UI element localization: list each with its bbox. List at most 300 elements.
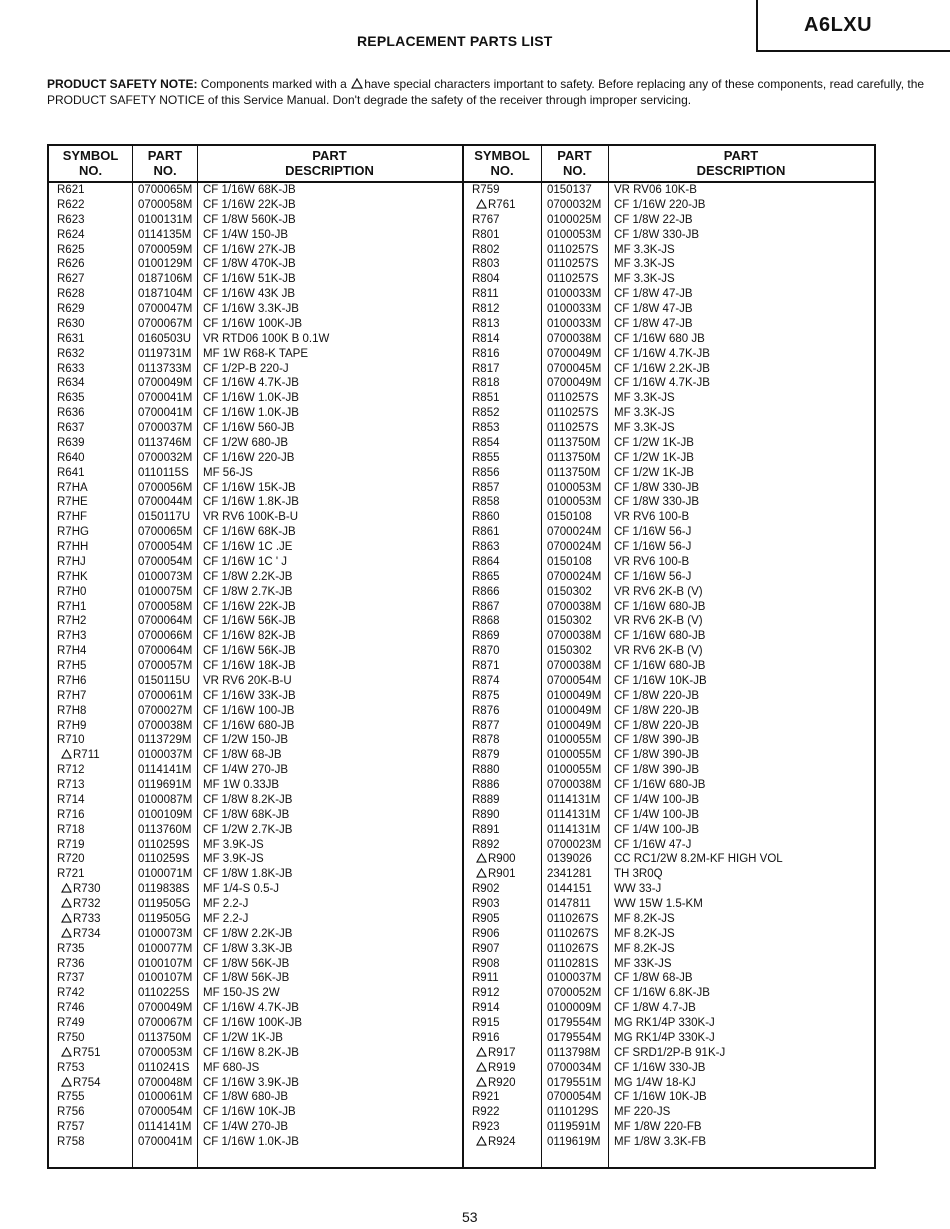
symbol-cell: [464, 257, 541, 272]
symbol-cell: [49, 183, 132, 198]
symbol-text: R911: [472, 972, 499, 985]
part-number-cell: 0179554M: [547, 1031, 602, 1044]
symbol-cell: [464, 778, 541, 793]
part-number-cell: 0114131M: [547, 823, 601, 836]
part-description-cell: WW 33-J: [614, 883, 662, 896]
part-number-cell: 0700054M: [138, 1106, 193, 1119]
part-number-cell: 0110257S: [547, 422, 599, 434]
symbol-text: R749: [57, 1017, 85, 1029]
symbol-cell: [464, 1031, 541, 1046]
symbol-text: R710: [57, 734, 85, 747]
symbol-cell: [49, 1105, 132, 1120]
symbol-cell: [49, 481, 132, 496]
part-number-cell: 0100033M: [547, 288, 602, 301]
symbol-text: R870: [472, 645, 500, 658]
symbol-cell: [464, 347, 541, 362]
symbol-cell: [49, 257, 132, 272]
part-description-cell: VR RV6 100-B: [614, 511, 690, 524]
symbol-text: R758: [57, 1136, 85, 1148]
part-description-cell: WW 15W 1.5-KM: [614, 898, 703, 910]
symbol-text: R7H1: [57, 600, 87, 613]
symbol-text: R802: [472, 243, 500, 256]
symbol-text: R812: [472, 303, 500, 315]
part-number-cell: 0110267S: [547, 942, 599, 955]
part-description-cell: CF 1/8W 390-JB: [614, 749, 699, 762]
part-number-cell: 0113750M: [547, 451, 601, 464]
symbol-text: R734: [73, 927, 101, 940]
symbol-text: R7H6: [57, 674, 87, 687]
right-partno-column: [542, 183, 608, 1150]
part-description-cell: MG 1/4W 18-KJ: [614, 1076, 696, 1089]
page-number: 53: [462, 1209, 478, 1225]
symbol-text: R816: [472, 347, 500, 360]
part-description-cell: CF 1/16W 560-JB: [203, 422, 295, 434]
part-description-cell: MF 3.9K-JS: [203, 838, 264, 851]
left-partno-column: [133, 183, 197, 1150]
symbol-cell: [464, 867, 541, 882]
part-description-cell: MF 3.9K-JS: [203, 853, 264, 866]
symbol-cell: [49, 198, 132, 213]
part-number-cell: 0150115U: [138, 674, 191, 687]
header-partno-right: PART NO.: [557, 148, 592, 178]
warning-triangle-icon: [351, 78, 363, 93]
part-number-cell: 0700052M: [547, 987, 602, 1000]
symbol-cell: [464, 466, 541, 481]
part-description-cell: CF 1/8W 330-JB: [614, 496, 699, 509]
symbol-cell: [49, 332, 132, 347]
part-number-cell: 0100129M: [138, 258, 193, 271]
part-number-cell: 0700067M: [138, 1017, 193, 1029]
symbol-cell: [464, 986, 541, 1001]
symbol-cell: [464, 1120, 541, 1135]
part-number-cell: 0150302: [547, 615, 592, 628]
part-number-cell: 0110259S: [138, 853, 190, 866]
symbol-text: R7H8: [57, 704, 87, 717]
part-number-cell: 0150302: [547, 645, 592, 658]
symbol-cell: [464, 1090, 541, 1105]
part-description-cell: MF 1/4-S 0.5-J: [203, 883, 280, 896]
symbol-cell: [49, 436, 132, 451]
part-number-cell: 0100087M: [138, 793, 193, 806]
part-description-cell: CF 1/16W 680-JB: [614, 600, 706, 613]
symbol-text: R7H3: [57, 630, 87, 643]
symbol-cell: [464, 793, 541, 808]
part-number-cell: 0700038M: [547, 779, 602, 791]
symbol-cell: [49, 778, 132, 793]
safety-note-label: PRODUCT SAFETY NOTE:: [47, 77, 198, 91]
part-description-cell: CC RC1/2W 8.2M-KF HIGH VOL: [614, 853, 783, 866]
part-description-cell: CF 1/16W 3.9K-JB: [203, 1076, 299, 1089]
symbol-text: R621: [57, 184, 85, 196]
symbol-cell: [49, 659, 132, 674]
symbol-cell: [464, 183, 541, 198]
symbol-text: R915: [472, 1017, 500, 1029]
part-number-cell: 0700024M: [547, 570, 602, 583]
part-number-cell: 0110115S: [138, 466, 189, 479]
part-description-cell: CF 1/16W 680-JB: [614, 630, 706, 643]
symbol-cell: [464, 882, 541, 897]
symbol-cell: [49, 674, 132, 689]
symbol-cell: [49, 213, 132, 228]
part-description-cell: MG RK1/4P 330K-J: [614, 1017, 715, 1029]
part-description-cell: VR RV6 20K-B-U: [203, 674, 292, 687]
part-number-cell: 0119838S: [138, 883, 190, 896]
part-number-cell: 0114141M: [138, 764, 192, 777]
header-description-left: PART DESCRIPTION: [285, 148, 374, 178]
symbol-cell: [464, 481, 541, 496]
symbol-text: R811: [472, 288, 499, 301]
symbol-text: R7H5: [57, 660, 87, 672]
symbol-cell: [464, 585, 541, 600]
part-number-cell: 0113733M: [138, 362, 192, 375]
warning-triangle-icon: [61, 928, 73, 940]
symbol-text: R874: [472, 674, 500, 687]
part-number-cell: 0110267S: [547, 912, 599, 925]
symbol-text: R742: [57, 987, 85, 1000]
part-description-cell: CF 1/2W 1K-JB: [203, 1031, 283, 1044]
symbol-cell: [49, 376, 132, 391]
symbol-text: R924: [488, 1136, 516, 1148]
part-description-cell: CF 1/8W 680-JB: [203, 1091, 288, 1104]
part-number-cell: 0119619M: [547, 1136, 601, 1148]
part-description-cell: CF 1/4W 100-JB: [614, 823, 699, 836]
symbol-text: R716: [57, 808, 85, 821]
symbol-text: R641: [57, 466, 85, 479]
part-number-cell: 0100049M: [547, 719, 602, 732]
symbol-text: R639: [57, 436, 85, 449]
part-description-cell: CF 1/16W 1.0K-JB: [203, 1136, 299, 1148]
header-description-right: PART DESCRIPTION: [696, 148, 786, 178]
header-partno-left: PART NO.: [147, 148, 183, 178]
part-description-cell: CF 1/2W 2.7K-JB: [203, 823, 293, 836]
header-symbol-right: SYMBOL NO.: [474, 148, 530, 178]
symbol-text: R636: [57, 407, 85, 420]
part-description-cell: CF 1/8W 2.7K-JB: [203, 585, 293, 598]
part-description-cell: MF 56-JS: [203, 466, 253, 479]
symbol-cell: [49, 719, 132, 734]
symbol-text: R907: [472, 942, 500, 955]
part-number-cell: 0110257S: [547, 273, 599, 286]
symbol-text: R923: [472, 1121, 500, 1134]
part-number-cell: 0150137: [547, 184, 592, 196]
part-number-cell: 0100037M: [547, 972, 602, 985]
symbol-cell: [464, 838, 541, 853]
part-description-cell: CF 1/16W 15K-JB: [203, 481, 296, 494]
symbol-text: R903: [472, 898, 500, 910]
part-number-cell: 2341281: [547, 868, 592, 881]
part-number-cell: 0100077M: [138, 942, 193, 955]
symbol-text: R624: [57, 228, 85, 241]
part-number-cell: 0113746M: [138, 436, 192, 449]
part-number-cell: 0100073M: [138, 570, 193, 583]
part-number-cell: 0700048M: [138, 1076, 193, 1089]
part-description-cell: CF 1/16W 4.7K-JB: [203, 377, 299, 390]
symbol-cell: [464, 525, 541, 540]
symbol-cell: [49, 243, 132, 258]
symbol-cell: [49, 897, 132, 912]
part-number-cell: 0700047M: [138, 303, 193, 315]
symbol-cell: [49, 838, 132, 853]
part-number-cell: 0700054M: [138, 555, 193, 568]
left-description-column: [198, 183, 462, 1150]
symbol-text: R7HJ: [57, 555, 86, 568]
symbol-text: R754: [73, 1076, 101, 1089]
symbol-cell: [49, 689, 132, 704]
symbol-cell: [464, 629, 541, 644]
symbol-cell: [464, 808, 541, 823]
part-number-cell: 0179551M: [547, 1076, 602, 1089]
symbol-text: R735: [57, 942, 85, 955]
model-number: A6LXU: [804, 14, 873, 36]
symbol-text: R756: [57, 1106, 85, 1119]
symbol-cell: [49, 1090, 132, 1105]
warning-triangle-icon: [61, 1077, 73, 1089]
symbol-cell: [464, 659, 541, 674]
part-number-cell: 0700058M: [138, 198, 193, 211]
symbol-cell: [464, 287, 541, 302]
part-number-cell: 0100009M: [547, 1002, 602, 1015]
part-description-cell: CF 1/16W 10K-JB: [614, 674, 707, 687]
symbol-cell: [464, 733, 541, 748]
symbol-text: R861: [472, 526, 500, 539]
symbol-cell: [49, 927, 132, 942]
symbol-text: R905: [472, 912, 500, 925]
part-number-cell: 0100073M: [138, 927, 193, 940]
symbol-text: R880: [472, 764, 500, 777]
part-description-cell: CF 1/16W 10K-JB: [203, 1106, 296, 1119]
symbol-cell: [49, 600, 132, 615]
left-symbol-column: [49, 183, 132, 1150]
symbol-cell: [464, 1076, 541, 1091]
part-number-cell: 0100053M: [547, 228, 602, 241]
symbol-cell: [464, 243, 541, 258]
part-number-cell: 0100107M: [138, 972, 193, 985]
part-number-cell: 0700038M: [547, 600, 602, 613]
symbol-cell: [464, 332, 541, 347]
warning-triangle-icon: [476, 1047, 488, 1059]
part-number-cell: 0100049M: [547, 689, 602, 702]
symbol-text: R713: [57, 779, 85, 791]
symbol-cell: [49, 585, 132, 600]
part-number-cell: 0147811: [547, 898, 591, 910]
part-number-cell: 0119591M: [547, 1121, 601, 1134]
part-description-cell: CF 1/8W 1.8K-JB: [203, 868, 293, 881]
warning-triangle-icon: [476, 1136, 488, 1148]
part-number-cell: 0700065M: [138, 184, 193, 196]
symbol-text: R860: [472, 511, 500, 524]
symbol-text: R711: [73, 749, 100, 762]
warning-triangle-icon: [476, 853, 488, 865]
warning-triangle-icon: [476, 199, 488, 211]
part-description-cell: CF 1/8W 47-JB: [614, 288, 693, 301]
part-description-cell: MF 8.2K-JS: [614, 912, 675, 925]
symbol-text: R801: [472, 228, 500, 241]
symbol-text: R7H4: [57, 645, 87, 658]
symbol-cell: [464, 540, 541, 555]
part-number-cell: 0700054M: [138, 541, 193, 553]
symbol-text: R916: [472, 1031, 500, 1044]
symbol-cell: [49, 570, 132, 585]
part-description-cell: MF 8.2K-JS: [614, 942, 675, 955]
part-number-cell: 0100061M: [138, 1091, 193, 1104]
symbol-text: R633: [57, 362, 85, 375]
part-description-cell: CF 1/2W 1K-JB: [614, 436, 694, 449]
symbol-cell: [49, 391, 132, 406]
symbol-text: R753: [57, 1061, 85, 1074]
right-description-column: [609, 183, 874, 1150]
part-description-cell: TH 3R0Q: [614, 868, 663, 881]
symbol-cell: [464, 362, 541, 377]
symbol-cell: [464, 719, 541, 734]
part-description-cell: CF 1/8W 68-JB: [203, 749, 282, 762]
part-description-cell: CF 1/16W 56-J: [614, 526, 692, 539]
symbol-text: R746: [57, 1002, 85, 1015]
warning-triangle-icon: [61, 749, 73, 761]
symbol-cell: [464, 302, 541, 317]
symbol-cell: [49, 763, 132, 778]
symbol-text: R814: [472, 332, 500, 345]
part-description-cell: CF 1/16W 82K-JB: [203, 630, 296, 643]
part-description-cell: CF 1/2W 150-JB: [203, 734, 288, 747]
symbol-cell: [49, 510, 132, 525]
part-description-cell: CF 1/16W 10K-JB: [614, 1091, 707, 1104]
symbol-text: R628: [57, 288, 85, 301]
symbol-cell: [464, 644, 541, 659]
part-number-cell: 0700066M: [138, 630, 193, 643]
part-description-cell: CF 1/8W 68-JB: [614, 972, 693, 985]
symbol-text: R7HK: [57, 570, 88, 583]
part-description-cell: CF 1/2W 1K-JB: [614, 466, 694, 479]
symbol-cell: [49, 644, 132, 659]
part-number-cell: 0100049M: [547, 704, 602, 717]
symbol-cell: [464, 1061, 541, 1076]
part-description-cell: CF 1/8W 220-JB: [614, 704, 699, 717]
part-description-cell: CF 1/16W 680-JB: [203, 719, 295, 732]
symbol-text: R635: [57, 392, 85, 405]
right-symbol-column: [464, 183, 541, 1150]
warning-triangle-icon: [61, 913, 73, 925]
symbol-text: R858: [472, 496, 500, 509]
part-description-cell: CF 1/8W 220-JB: [614, 719, 699, 732]
part-number-cell: 0100055M: [547, 764, 602, 777]
part-description-cell: CF 1/8W 2.2K-JB: [203, 570, 293, 583]
symbol-cell: [49, 912, 132, 927]
part-number-cell: 0110257S: [547, 392, 599, 405]
symbol-text: R879: [472, 749, 500, 762]
part-number-cell: 0700058M: [138, 600, 193, 613]
symbol-text: R640: [57, 451, 85, 464]
part-number-cell: 0113750M: [547, 436, 601, 449]
symbol-text: R632: [57, 347, 85, 360]
part-description-cell: CF 1/8W 390-JB: [614, 734, 699, 747]
part-description-cell: VR RV6 100-B: [614, 555, 690, 568]
part-description-cell: MF 2.2-J: [203, 912, 249, 925]
part-description-cell: CF 1/16W 47-J: [614, 838, 692, 851]
part-description-cell: CF 1/2P-B 220-J: [203, 362, 289, 375]
symbol-cell: [49, 971, 132, 986]
warning-triangle-icon: [476, 1062, 488, 1074]
symbol-cell: [464, 213, 541, 228]
symbol-text: R7H7: [57, 689, 87, 702]
symbol-text: R750: [57, 1031, 85, 1044]
part-number-cell: 0100053M: [547, 496, 602, 509]
part-number-cell: 0700064M: [138, 645, 193, 658]
symbol-cell: [464, 704, 541, 719]
symbol-text: R7HE: [57, 496, 88, 509]
symbol-text: R623: [57, 213, 85, 226]
part-description-cell: CF 1/4W 270-JB: [203, 764, 288, 777]
symbol-cell: [49, 1061, 132, 1076]
symbol-cell: [464, 1001, 541, 1016]
symbol-cell: [464, 272, 541, 287]
part-number-cell: 0700024M: [547, 526, 602, 539]
part-description-cell: CF 1/8W 8.2K-JB: [203, 793, 293, 806]
part-number-cell: 0100109M: [138, 808, 193, 821]
part-number-cell: 0119691M: [138, 779, 192, 791]
symbol-text: R7H9: [57, 719, 87, 732]
symbol-cell: [464, 748, 541, 763]
symbol-text: R866: [472, 585, 500, 598]
part-number-cell: 0100053M: [547, 481, 602, 494]
part-description-cell: CF 1/8W 330-JB: [614, 481, 699, 494]
symbol-text: R876: [472, 704, 500, 717]
symbol-text: R869: [472, 630, 500, 643]
part-number-cell: 0150117U: [138, 511, 191, 524]
symbol-text: R901: [488, 868, 516, 881]
part-number-cell: 0700049M: [547, 347, 602, 360]
part-description-cell: CF 1/16W 680-JB: [614, 779, 706, 791]
part-description-cell: CF SRD1/2P-B 91K-J: [614, 1046, 726, 1059]
symbol-cell: [49, 1031, 132, 1046]
part-number-cell: 0700045M: [547, 362, 602, 375]
symbol-cell: [464, 1016, 541, 1031]
symbol-cell: [464, 1135, 541, 1150]
symbol-text: R637: [57, 422, 85, 434]
part-description-cell: MF 8.2K-JS: [614, 927, 675, 940]
part-number-cell: 0113760M: [138, 823, 192, 836]
symbol-cell: [49, 451, 132, 466]
part-description-cell: CF 1/16W 100-JB: [203, 704, 295, 717]
part-number-cell: 0700067M: [138, 317, 193, 330]
symbol-text: R757: [57, 1121, 85, 1134]
symbol-cell: [49, 1135, 132, 1150]
part-description-cell: CF 1/8W 560K-JB: [203, 213, 296, 226]
part-number-cell: 0700041M: [138, 1136, 193, 1148]
part-description-cell: CF 1/16W 100K-JB: [203, 1017, 303, 1029]
part-number-cell: 0100037M: [138, 749, 193, 762]
symbol-text: R875: [472, 689, 500, 702]
part-description-cell: CF 1/16W 56-J: [614, 541, 692, 553]
symbol-text: R920: [488, 1076, 516, 1089]
symbol-cell: [464, 510, 541, 525]
part-description-cell: MF 1W R68-K TAPE: [203, 347, 309, 360]
symbol-text: R630: [57, 317, 85, 330]
part-description-cell: MF 3.3K-JS: [614, 407, 675, 420]
part-description-cell: CF 1/8W 47-JB: [614, 317, 693, 330]
warning-triangle-icon: [61, 1047, 73, 1059]
part-description-cell: CF 1/8W 56K-JB: [203, 972, 290, 985]
symbol-text: R737: [57, 972, 85, 985]
symbol-text: R868: [472, 615, 500, 628]
page-title: REPLACEMENT PARTS LIST: [357, 33, 553, 49]
symbol-text: R854: [472, 436, 500, 449]
symbol-text: R900: [488, 853, 516, 866]
part-number-cell: 0110257S: [547, 407, 599, 420]
part-number-cell: 0700054M: [547, 1091, 602, 1104]
symbol-text: R908: [472, 957, 500, 970]
part-description-cell: VR RV6 2K-B (V): [614, 585, 703, 598]
symbol-cell: [49, 406, 132, 421]
